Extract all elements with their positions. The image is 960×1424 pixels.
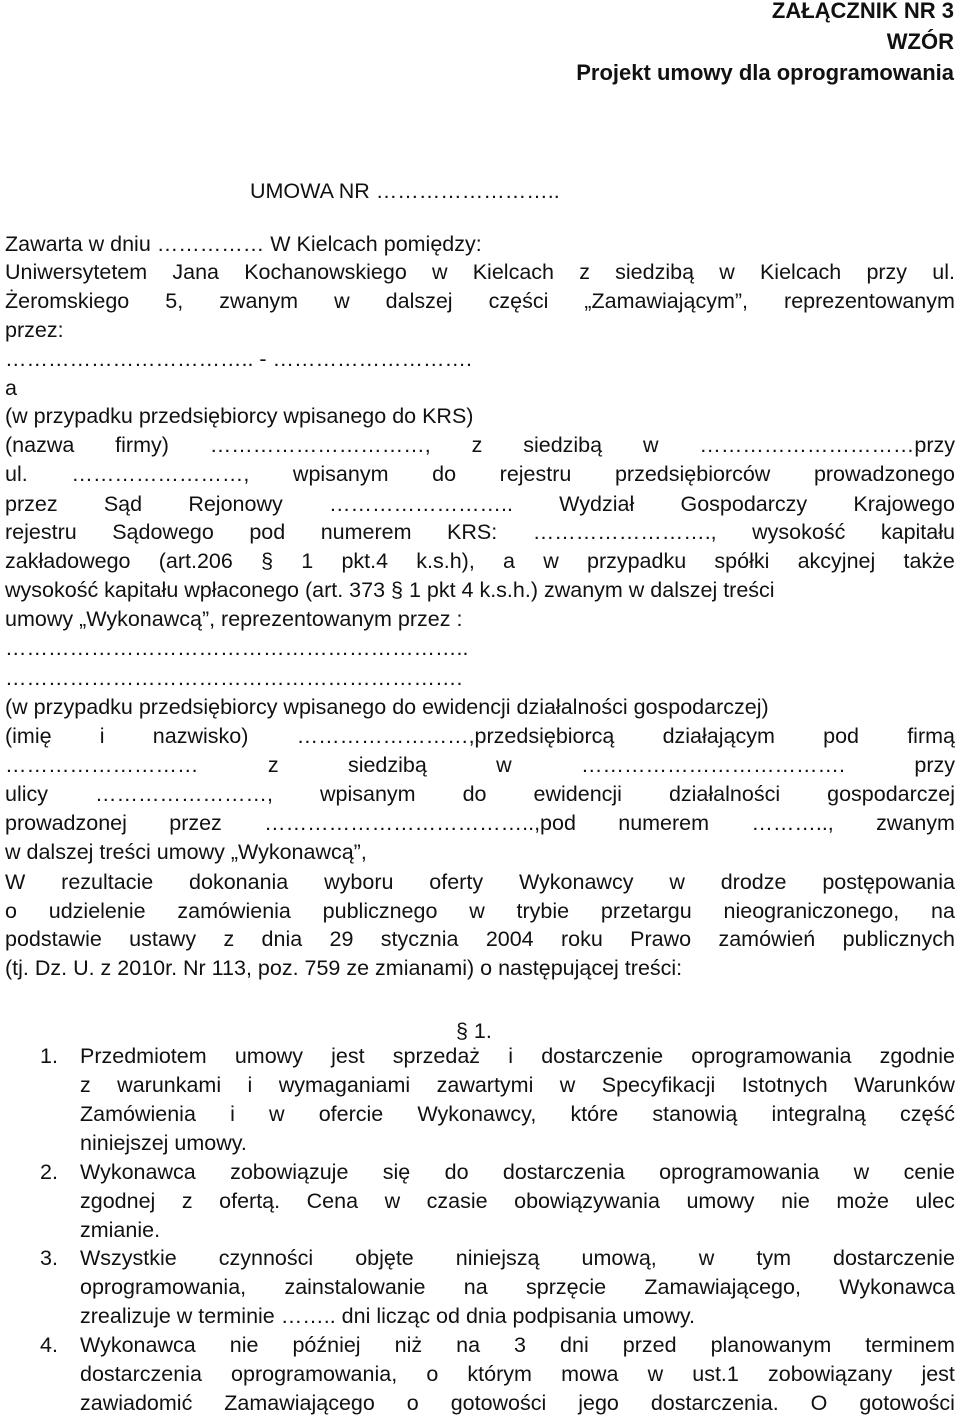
word: ………………………: [5, 753, 199, 777]
word: rejestru: [5, 520, 77, 544]
word: ……………………………….: [581, 753, 846, 777]
word: (imię: [5, 724, 52, 748]
word: mowa: [561, 1362, 619, 1386]
word: zamówienia: [177, 899, 291, 923]
word: z: [80, 1073, 91, 1097]
word: zakładowego: [5, 549, 131, 573]
word: w: [853, 1160, 870, 1184]
word: terminem: [865, 1333, 955, 1357]
word: Specyfikacji: [601, 1073, 716, 1097]
word: firmą: [907, 724, 955, 748]
word: Warunków: [854, 1073, 955, 1097]
contract-title: UMOWA NR ……………………..: [250, 179, 560, 203]
intro-line: w dalszej treści umowy „Wykonawcą”,: [5, 840, 367, 864]
word: prowadzonej: [5, 811, 127, 835]
intro-line: [5, 258, 955, 287]
word: siedzibą: [347, 753, 427, 777]
word: dostarczenia.: [650, 1391, 779, 1415]
word: nie: [781, 1189, 810, 1213]
word: oprogramowania,: [231, 1362, 398, 1386]
intro-line: [5, 751, 955, 780]
word: zobowiązany: [768, 1362, 893, 1386]
word: ……………………,: [95, 782, 273, 806]
word: w: [431, 260, 448, 284]
intro-line: [5, 868, 955, 897]
word: …………………………przy: [699, 433, 955, 457]
word: działalności: [668, 782, 781, 806]
word: (art.206: [158, 549, 233, 573]
word: rezultacie: [61, 870, 154, 894]
word: Wszystkie: [80, 1246, 177, 1270]
word: przetargu: [600, 899, 692, 923]
word: może: [836, 1189, 889, 1213]
word: zwanym: [219, 289, 299, 313]
word: 5,: [165, 289, 184, 313]
word: Wykonawca: [80, 1333, 196, 1357]
word: siedzibą: [615, 260, 695, 284]
word: jest: [921, 1362, 955, 1386]
word: przypadku: [586, 549, 687, 573]
intro-line: [5, 431, 955, 460]
word: ……………………,przedsiębiorcą: [296, 724, 615, 748]
word: pkt.4: [341, 549, 389, 573]
project-label: Projekt umowy dla oprogramowania: [576, 60, 954, 85]
word: w: [543, 549, 559, 573]
word: w: [559, 1073, 576, 1097]
word: Wykonawca: [839, 1275, 955, 1299]
word: dni: [560, 1333, 589, 1357]
word: dostarczenie: [541, 1044, 664, 1068]
word: Zamawiającego,: [644, 1275, 801, 1299]
word: się: [382, 1160, 411, 1184]
word: w: [698, 1246, 715, 1270]
word: z: [471, 433, 483, 457]
word: spółki: [714, 549, 770, 573]
word: roku: [561, 927, 603, 951]
word: w: [669, 870, 685, 894]
word: oferty: [429, 870, 484, 894]
clause-line: [80, 1331, 955, 1360]
clause-line: [80, 1389, 955, 1418]
word: w: [469, 899, 485, 923]
word: cenie: [903, 1160, 955, 1184]
word: Uniwersytetem: [5, 260, 148, 284]
word: ust.1: [692, 1362, 739, 1386]
word: ofertą.: [219, 1189, 281, 1213]
word: O: [810, 1391, 828, 1415]
word: 3: [514, 1333, 527, 1357]
word: ………..,: [751, 811, 834, 835]
word: ……………………..: [328, 492, 513, 516]
word: wpisanym: [292, 462, 389, 486]
clause-line: [80, 1187, 955, 1216]
intro-line: umowy „Wykonawcą”, reprezentowanym przez :: [5, 607, 463, 631]
intro-line: [5, 722, 955, 751]
word: na: [931, 899, 955, 923]
word: numerem: [618, 811, 710, 835]
word: nazwisko): [152, 724, 249, 748]
word: czasie: [426, 1189, 488, 1213]
word: §: [261, 549, 274, 573]
word: KRS:: [447, 520, 498, 544]
word: „Zamawiającym”,: [584, 289, 749, 313]
word: k.s.h),: [416, 549, 475, 573]
word: (nazwa: [5, 433, 75, 457]
word: 2004: [485, 927, 534, 951]
word: umową,: [581, 1246, 657, 1270]
word: planowanym: [710, 1333, 832, 1357]
intro-line: [5, 490, 955, 519]
clause-number: 4.: [40, 1333, 58, 1357]
intro-line: ……………………………………………………….: [5, 666, 463, 690]
word: do: [444, 1160, 469, 1184]
word: w: [719, 260, 735, 284]
word: drodze: [720, 870, 787, 894]
word: ………………………………..,pod: [264, 811, 576, 835]
section-heading: § 1.: [456, 1019, 492, 1043]
clause-line: [80, 1158, 955, 1187]
clause-line: [80, 1042, 955, 1071]
word: ulec: [915, 1189, 955, 1213]
word: i: [247, 1073, 253, 1097]
attachment-label: ZAŁĄCZNIK NR 3: [771, 0, 954, 23]
word: Wykonawcy: [518, 870, 634, 894]
word: a: [503, 549, 516, 573]
word: Żeromskiego: [5, 289, 130, 313]
word: stycznia: [380, 927, 459, 951]
intro-line: [5, 287, 955, 316]
word: Przedmiotem: [80, 1044, 207, 1068]
word: którym: [467, 1362, 532, 1386]
word: przy: [914, 753, 955, 777]
word: Kielcach: [759, 260, 842, 284]
word: także: [903, 549, 955, 573]
word: przedsiębiorców: [614, 462, 771, 486]
clause-line: [80, 1100, 955, 1129]
word: publicznego: [322, 899, 438, 923]
word: Kochanowskiego: [244, 260, 407, 284]
word: z: [267, 753, 279, 777]
word: oprogramowania: [691, 1044, 852, 1068]
word: dalszej: [385, 289, 453, 313]
word: numerem: [320, 520, 412, 544]
clause-line: zrealizuje w terminie …….. dni licząc od dnia podpisania umowy.: [80, 1304, 696, 1328]
word: oprogramowania: [659, 1160, 820, 1184]
word: w: [269, 1102, 285, 1126]
word: trybie: [516, 899, 570, 923]
word: rejestru: [499, 462, 572, 486]
word: w: [496, 753, 512, 777]
word: pod: [823, 724, 859, 748]
word: sprzedaż: [392, 1044, 481, 1068]
word: zawartymi: [436, 1073, 534, 1097]
word: Gospodarczy: [680, 492, 808, 516]
word: wpisanym: [320, 782, 416, 806]
word: umowy: [686, 1189, 755, 1213]
word: niż: [394, 1333, 423, 1357]
word: które: [570, 1102, 619, 1126]
word: zgodnej: [80, 1189, 156, 1213]
word: akcyjnej: [797, 549, 876, 573]
word: pod: [249, 520, 286, 544]
word: ustawy: [129, 927, 197, 951]
word: Zamówienia: [80, 1102, 196, 1126]
word: o: [5, 899, 17, 923]
template-label: WZÓR: [886, 29, 954, 54]
word: zobowiązuje: [230, 1160, 349, 1184]
word: gotowości: [859, 1391, 955, 1415]
word: części: [488, 289, 549, 313]
word: z: [579, 260, 590, 284]
word: działającym: [662, 724, 775, 748]
word: dostarczenia: [80, 1362, 202, 1386]
word: postępowania: [822, 870, 955, 894]
word: zwanym: [876, 811, 955, 835]
word: 29: [329, 927, 354, 951]
word: ofercie: [318, 1102, 384, 1126]
word: ul.: [932, 260, 955, 284]
word: przez: [169, 811, 222, 835]
word: dnia: [261, 927, 303, 951]
word: zgodnie: [879, 1044, 955, 1068]
word: udzielenie: [48, 899, 146, 923]
intro-line: przez:: [5, 318, 64, 342]
word: Wykonawcy,: [417, 1102, 537, 1126]
intro-line: a: [5, 376, 17, 400]
word: warunkami: [117, 1073, 222, 1097]
word: Prawo: [630, 927, 692, 951]
intro-line: [5, 518, 955, 547]
word: publicznych: [842, 927, 955, 951]
word: integralną: [771, 1102, 866, 1126]
word: siedzibą: [523, 433, 603, 457]
word: …………………………,: [209, 433, 431, 457]
word: do: [462, 782, 487, 806]
clause-line: [80, 1071, 955, 1100]
word: Wykonawca: [80, 1160, 196, 1184]
word: o: [426, 1362, 439, 1386]
word: prowadzonego: [813, 462, 955, 486]
word: później: [292, 1333, 361, 1357]
word: z: [223, 927, 235, 951]
word: i: [99, 724, 105, 748]
word: Rejonowy: [188, 492, 283, 516]
intro-line: ………………………………………………………..: [5, 636, 469, 660]
intro-line: wysokość kapitału wpłaconego (art. 373 § 1 pkt 4 k.s.h.) zwanym w dalszej treści: [5, 578, 775, 602]
word: z: [181, 1189, 193, 1213]
word: Sądowego: [112, 520, 214, 544]
word: Sąd: [103, 492, 143, 516]
clause-line: zmianie.: [80, 1218, 161, 1242]
word: w: [334, 289, 350, 313]
word: w: [384, 1189, 401, 1213]
word: Zamawiającego: [224, 1391, 375, 1415]
word: niniejszą: [455, 1246, 540, 1270]
word: Kielcach: [472, 260, 554, 284]
word: i: [230, 1102, 235, 1126]
intro-line: [5, 460, 955, 489]
word: podstawie: [5, 927, 102, 951]
word: zamówień: [718, 927, 816, 951]
word: ulicy: [5, 782, 49, 806]
word: o: [406, 1391, 419, 1415]
word: zawiadomić: [80, 1391, 193, 1415]
word: tym: [756, 1246, 791, 1270]
word: na: [456, 1333, 481, 1357]
word: wysokość: [752, 520, 846, 544]
word: wyboru: [324, 870, 394, 894]
intro-line: [5, 897, 955, 926]
word: przy: [866, 260, 908, 284]
word: w: [647, 1362, 664, 1386]
word: Jana: [172, 260, 220, 284]
word: przed: [622, 1333, 677, 1357]
intro-line: (w przypadku przedsiębiorcy wpisanego do KRS): [5, 404, 474, 428]
word: dostarczenia: [502, 1160, 625, 1184]
word: jest: [331, 1044, 365, 1068]
clause-line: [80, 1360, 955, 1389]
word: firmy): [115, 433, 169, 457]
word: reprezentowanym: [784, 289, 955, 313]
intro-line: [5, 925, 955, 954]
word: W: [5, 870, 26, 894]
word: Wydział: [559, 492, 635, 516]
intro-line: [5, 547, 955, 576]
word: wymaganiami: [278, 1073, 411, 1097]
word: objęte: [355, 1246, 414, 1270]
word: dostarczenie: [833, 1246, 955, 1270]
word: ……………………,: [71, 462, 250, 486]
word: nieograniczonego,: [723, 899, 900, 923]
clause-line: [80, 1273, 955, 1302]
clause-number: 3.: [40, 1246, 58, 1270]
word: dokonania: [189, 870, 289, 894]
clause-line: [80, 1244, 955, 1273]
word: 1: [301, 549, 314, 573]
clause-number: 1.: [40, 1044, 58, 1068]
word: obowiązywania: [514, 1189, 660, 1213]
intro-line: …………………………….. - ……………………….: [5, 347, 473, 371]
word: jego: [578, 1391, 619, 1415]
intro-line: (tj. Dz. U. z 2010r. Nr 113, poz. 759 ze zmianami) o następującej treści:: [5, 956, 683, 980]
clause-line: niniejszej umowy.: [80, 1131, 247, 1155]
word: i: [508, 1044, 514, 1068]
intro-line: Zawarta w dniu …………… W Kielcach pomiędzy:: [5, 232, 482, 256]
intro-line: [5, 780, 955, 809]
word: nie: [229, 1333, 259, 1357]
word: umowy: [234, 1044, 303, 1068]
word: gospodarczej: [827, 782, 955, 806]
word: zainstalowanie: [284, 1275, 426, 1299]
word: gotowości: [450, 1391, 547, 1415]
clause-number: 2.: [40, 1160, 58, 1184]
intro-line: [5, 809, 955, 838]
word: Krajowego: [853, 492, 955, 516]
word: część: [900, 1102, 955, 1126]
word: stanowią: [652, 1102, 738, 1126]
intro-line: (w przypadku przedsiębiorcy wpisanego do ewidencji działalności gospodarczej): [5, 695, 769, 719]
word: …………………….,: [532, 520, 717, 544]
word: sprzęcie: [526, 1275, 607, 1299]
word: na: [463, 1275, 488, 1299]
word: oprogramowania,: [80, 1275, 247, 1299]
word: ewidencji: [533, 782, 622, 806]
word: Cena: [306, 1189, 359, 1213]
word: ul.: [5, 462, 28, 486]
word: czynności: [218, 1246, 314, 1270]
word: Istotnych: [741, 1073, 828, 1097]
word: do: [432, 462, 457, 486]
word: kapitału: [880, 520, 955, 544]
word: przez: [5, 492, 58, 516]
word: w: [642, 433, 659, 457]
